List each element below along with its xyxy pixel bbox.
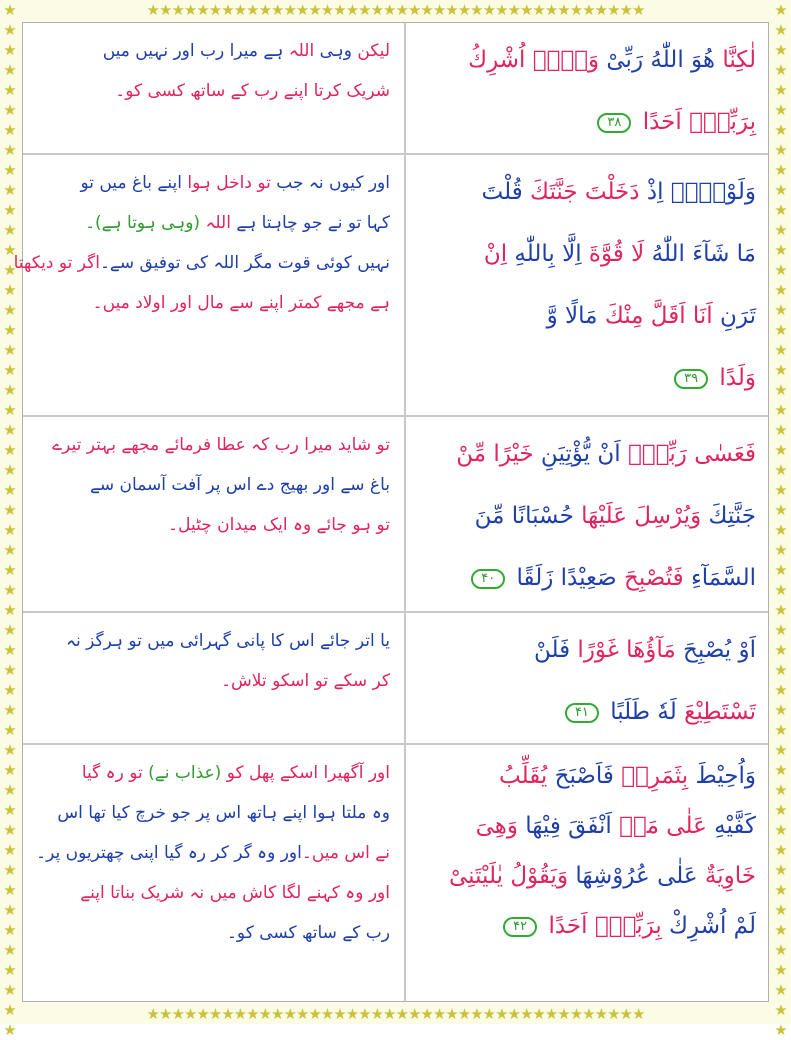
urdu-line <box>33 913 390 953</box>
arabic-text-segment: لَهٗ طَلَبًا <box>610 699 677 725</box>
arabic-text-segment: وَلَاۤ اُشْرِكُ <box>468 47 600 73</box>
arabic-text-segment: خَاوِيَةٌ <box>697 863 756 889</box>
urdu-text-segment: ہے مجھے کمتر اپنے سے مال اور اولاد میں۔ <box>92 293 390 313</box>
arabic-text-segment: كَفَّيْهِ <box>706 813 756 839</box>
arabic-line <box>418 619 756 681</box>
arabic-verse-cell <box>408 155 768 415</box>
verse-row-38 <box>23 23 768 155</box>
urdu-text-segment: اللہ <box>200 213 231 233</box>
arabic-text-segment: اَوْ يُصْبِحَ <box>675 637 756 663</box>
arabic-text-segment: حُسْبَانًا مِّنَ <box>474 503 574 529</box>
arabic-text-segment: السَّمَآءِ <box>683 565 756 591</box>
arabic-line <box>418 29 756 91</box>
urdu-text-segment: نے اس میں۔ <box>301 843 390 863</box>
arabic-text-segment: هُوَ اللّٰهُ رَبِّیْ <box>599 47 716 73</box>
star-border-top: ★★★★★★★★★★★★★★★★★★★★★★★★★★★★★★★★★★★★★★★★ <box>146 1 645 19</box>
arabic-text-segment: عَلٰی مَاۤ <box>611 813 707 839</box>
urdu-line <box>33 661 390 701</box>
urdu-text-segment: (عذاب نے) <box>148 763 222 783</box>
urdu-text-segment: تو رہ گیا <box>81 763 149 783</box>
verse-row-41 <box>23 613 768 745</box>
arabic-text-segment: مَالًا وَّ <box>546 303 598 329</box>
arabic-text-segment: يُقَلِّبُ <box>499 763 548 789</box>
arabic-text-segment: اِلَّا بِاللّٰهِ <box>507 241 582 267</box>
arabic-line <box>418 91 756 153</box>
urdu-text-segment: باغ سے اور بھیج دے اس پر آفت آسمان سے <box>89 475 390 495</box>
urdu-translation-cell <box>23 613 406 743</box>
arabic-line <box>418 423 756 485</box>
urdu-line <box>33 31 390 71</box>
arabic-line <box>418 851 756 901</box>
urdu-line <box>33 833 390 873</box>
arabic-text-segment: اَنْفَقَ فِيْهَا <box>517 813 612 839</box>
arabic-text-segment: مَآؤُهَا غَوْرًا <box>570 637 676 663</box>
arabic-verse-cell <box>408 745 768 1001</box>
arabic-text-segment: جَنَّتَكَ <box>522 179 578 205</box>
arabic-line <box>418 547 756 609</box>
verse-row-42 <box>23 745 768 1001</box>
arabic-text-segment: فَاَصْبَحَ <box>547 763 614 789</box>
verse-row-39 <box>13 155 768 417</box>
urdu-text-segment: رب کے ساتھ کسی کو۔ <box>226 923 390 943</box>
arabic-text-segment: وَيَقُوْلُ يٰلَيْتَنِیْ <box>449 863 569 889</box>
urdu-line <box>33 621 390 661</box>
arabic-line <box>418 485 756 547</box>
urdu-translation-cell <box>23 745 406 1001</box>
arabic-line <box>418 681 756 743</box>
urdu-text-segment: اور آگھیرا اسکے پھل کو <box>221 763 390 783</box>
urdu-text-segment: اللہ <box>283 41 315 61</box>
arabic-line <box>418 285 756 347</box>
arabic-text-segment: فَعَسٰی رَبِّیْۤ <box>620 441 756 467</box>
arabic-text-segment: لَمْ اُشْرِكْ <box>661 913 756 939</box>
star-border-bottom: ★★★★★★★★★★★★★★★★★★★★★★★★★★★★★★★★★★★★★★★★ <box>146 1005 645 1023</box>
urdu-text-segment: اور کیوں نہ جب <box>270 173 390 193</box>
ayah-number-icon: ۳۹ <box>674 369 708 389</box>
urdu-text-segment: اپنے باغ میں تو <box>80 173 182 193</box>
ayah-number-icon: ۴۲ <box>503 917 537 937</box>
urdu-text-segment: تو داخل ہوا <box>181 173 271 193</box>
urdu-line <box>33 793 390 833</box>
urdu-text-segment: تو ہو جائے وہ ایک میدان چٹیل۔ <box>168 515 390 535</box>
arabic-text-segment: قُلْتَ <box>481 179 523 205</box>
urdu-text-segment: وہ ملتا ہوا اپنے ہاتھ اس پر جو خرچ کیا تھا اس <box>57 803 390 823</box>
urdu-text-segment: نہیں کوئی قوت مگر اللہ کی توفیق سے۔ <box>99 253 390 273</box>
arabic-text-segment: فَلَنْ <box>534 637 571 663</box>
arabic-text-segment: جَنَّتِكَ <box>701 503 756 529</box>
arabic-text-segment: تَسْتَطِيْعَ <box>676 699 756 725</box>
arabic-text-segment: لٰكِنَّا <box>715 47 756 73</box>
arabic-text-segment: وَاُحِيْطَ <box>688 763 756 789</box>
arabic-text-segment: وَيُرْسِلَ عَلَيْهَا <box>573 503 702 529</box>
urdu-line <box>33 465 390 505</box>
arabic-text-segment: عَلٰی عُرُوْشِهَا <box>568 863 698 889</box>
arabic-verse-cell <box>408 23 768 153</box>
arabic-text-segment: تَرَنِ <box>712 303 756 329</box>
ayah-number-icon: ۴۰ <box>471 569 505 589</box>
verse-table <box>13 22 769 1002</box>
urdu-translation-cell <box>13 155 406 415</box>
arabic-line <box>418 161 756 223</box>
arabic-verse-cell <box>408 417 768 611</box>
urdu-text-segment: ہے میرا رب اور نہیں میں <box>102 41 284 61</box>
urdu-line <box>33 163 390 203</box>
arabic-text-segment: اَنْ يُّؤْتِيَنِ <box>533 441 621 467</box>
arabic-verse-cell <box>408 613 768 743</box>
urdu-translation-cell <box>23 23 406 153</box>
arabic-text-segment: وَلَدًا <box>719 365 756 391</box>
urdu-text-segment: تو شاید میرا رب کہ عطا فرمائے مجھے بہتر تیرے <box>52 435 390 455</box>
urdu-text-segment: کر سکے تو اسکو تلاش۔ <box>221 671 390 691</box>
arabic-text-segment: وَلَوْلَاۤ اِذْ <box>639 179 756 205</box>
urdu-line <box>33 71 390 111</box>
urdu-line <box>33 873 390 913</box>
urdu-text-segment: شریک کرتا اپنے رب کے ساتھ کسی کو۔ <box>115 81 390 101</box>
verse-row-40 <box>23 417 768 613</box>
urdu-line <box>33 283 390 323</box>
urdu-text-segment: اگر تو دیکھتا <box>13 253 100 273</box>
urdu-text-segment: یا اتر جائے اس کا پانی گہرائی میں تو ہرگز نہ <box>66 631 390 651</box>
arabic-line <box>418 223 756 285</box>
arabic-text-segment: بِرَبِّیْۤ اَحَدًا <box>642 109 756 135</box>
arabic-text-segment: وَهِیَ <box>475 813 518 839</box>
urdu-text-segment: وہی <box>314 41 352 61</box>
urdu-line <box>13 243 390 283</box>
urdu-text-segment: کہا تو نے جو چاہتا ہے <box>230 213 390 233</box>
arabic-text-segment: دَخَلْتَ <box>577 179 640 205</box>
urdu-text-segment: لیکن <box>351 41 390 61</box>
urdu-translation-cell <box>23 417 406 611</box>
urdu-line <box>33 505 390 545</box>
urdu-line <box>33 203 390 243</box>
arabic-text-segment: بِثَمَرِهٖ <box>613 763 689 789</box>
ayah-number-icon: ۴۱ <box>565 703 599 723</box>
arabic-text-segment: صَعِيْدًا زَلَقًا <box>516 565 617 591</box>
arabic-text-segment: فَتُصْبِحَ <box>616 565 684 591</box>
arabic-text-segment: اَنَا اَقَلَّ مِنْكَ <box>597 303 713 329</box>
star-border-right: ★ ★ ★ ★ ★ ★ ★ ★ ★ ★ ★ ★ ★ ★ ★ ★ ★ ★ ★ ★ ★ ★ ★ ★ ★ ★ ★ ★ ★ ★ ★ ★ ★ ★ ★ ★ ★ ★ ★ ★ ★ ★ ★ ★ ★ ★ ★ ★ ★ ★ ★ ★ <box>774 1 788 1039</box>
arabic-text-segment: لَا قُوَّةَ <box>581 241 645 267</box>
urdu-text-segment: (وہی ہوتا ہے)۔ <box>85 213 201 233</box>
arabic-line <box>418 751 756 801</box>
arabic-line <box>418 901 756 951</box>
arabic-text-segment: بِرَبِّیْۤ اَحَدًا <box>548 913 662 939</box>
urdu-line <box>33 753 390 793</box>
ayah-number-icon: ۳۸ <box>597 113 631 133</box>
urdu-text-segment: اور وہ کہنے لگا کاش میں نہ شریک بناتا اپنے <box>80 883 390 903</box>
arabic-text-segment: مَا شَآءَ اللّٰهُ <box>644 241 756 267</box>
arabic-text-segment: اِنْ <box>483 241 508 267</box>
urdu-text-segment: اور وہ گر کر رہ گیا اپنی چھتریوں پر۔ <box>36 843 302 863</box>
arabic-line <box>418 801 756 851</box>
arabic-text-segment: خَيْرًا مِّنْ <box>456 441 534 467</box>
urdu-line <box>33 425 390 465</box>
arabic-line <box>418 347 756 409</box>
star-border-left: ★ ★ ★ ★ ★ ★ ★ ★ ★ ★ ★ ★ ★ ★ ★ ★ ★ ★ ★ ★ ★ ★ ★ ★ ★ ★ ★ ★ ★ ★ ★ ★ ★ ★ ★ ★ ★ ★ ★ ★ ★ ★ ★ ★ ★ ★ ★ ★ ★ ★ ★ ★ <box>3 1 17 1039</box>
